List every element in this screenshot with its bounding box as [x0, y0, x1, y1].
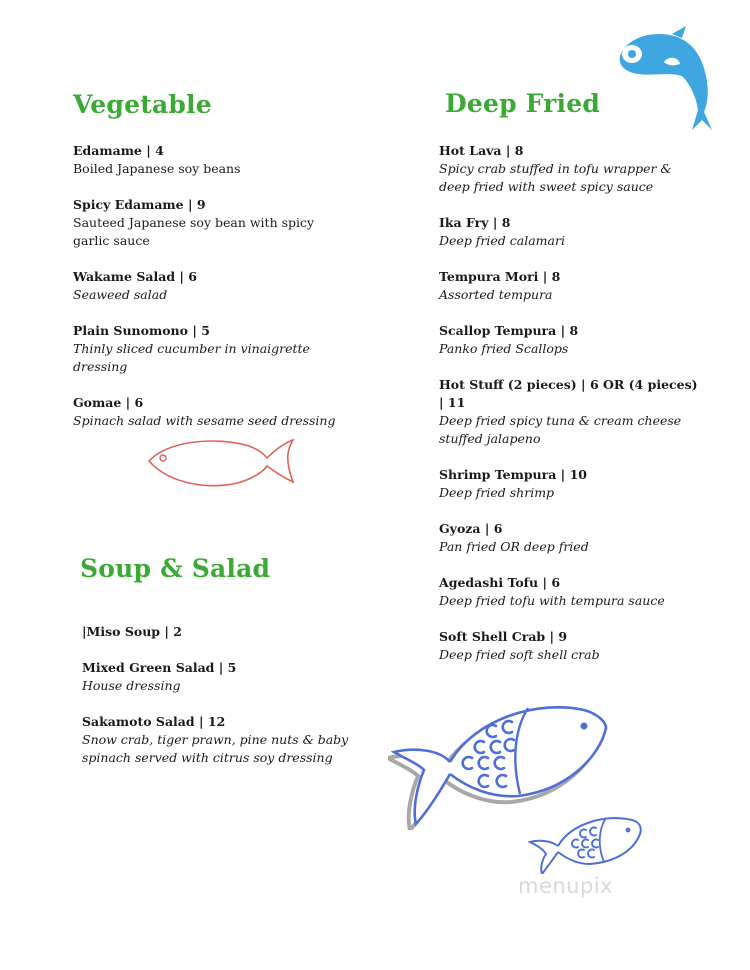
leaping-fish-icon [612, 26, 724, 136]
item-name: Sakamoto Salad | 12 [82, 714, 226, 729]
menu-item [82, 659, 362, 695]
soup-salad-list [82, 623, 362, 785]
small-scaled-fish-icon [528, 812, 646, 874]
item-description: Sauteed Japanese soy bean with spicy garlic sauce [73, 215, 315, 248]
item-description: Pan fried OR deep fried [439, 539, 589, 554]
watermark: menupix [518, 874, 614, 898]
item-description: Spinach salad with sesame seed dressing [73, 413, 336, 428]
item-name: Tempura Mori | 8 [439, 269, 561, 284]
item-description: Deep fried tofu with tempura sauce [439, 593, 665, 608]
item-description: House dressing [82, 678, 181, 693]
item-description: Assorted tempura [439, 287, 553, 302]
item-description: Deep fried shrimp [439, 485, 555, 500]
menu-item [439, 142, 701, 196]
vegetable-heading: Vegetable [73, 90, 212, 119]
vegetable-list [73, 142, 353, 448]
item-name: Mixed Green Salad | 5 [82, 660, 237, 675]
outline-fish-icon [145, 436, 297, 490]
soup-salad-heading: Soup & Salad [80, 554, 271, 583]
item-description: Panko fried Scallops [439, 341, 569, 356]
item-description: Spicy crab stuffed in tofu wrapper & deep fried with sweet spicy sauce [439, 161, 672, 194]
item-name: Gyoza | 6 [439, 521, 503, 536]
menu-item [439, 466, 701, 502]
item-name: Plain Sunomono | 5 [73, 323, 210, 338]
item-description: Thinly sliced cucumber in vinaigrette dressing [73, 341, 310, 374]
menu-item [73, 394, 353, 430]
item-name: Hot Lava | 8 [439, 143, 524, 158]
item-name: Ika Fry | 8 [439, 215, 511, 230]
menu-item [73, 268, 353, 304]
menu-item [73, 322, 353, 376]
menu-item [439, 574, 701, 610]
menu-item [439, 268, 701, 304]
item-name: Gomae | 6 [73, 395, 144, 410]
item-description: Deep fried soft shell crab [439, 647, 600, 662]
deep-fried-heading: Deep Fried [445, 89, 601, 118]
menu-item [73, 142, 353, 178]
item-name: Agedashi Tofu | 6 [439, 575, 561, 590]
menu-item [439, 322, 701, 358]
item-name: Hot Stuff (2 pieces) | 6 OR (4 pieces) | 11 [439, 377, 698, 410]
menu-item [82, 623, 362, 641]
scaled-fish-icon [388, 700, 613, 830]
menu-item [439, 376, 701, 448]
item-name: Shrimp Tempura | 10 [439, 467, 587, 482]
item-name: Wakame Salad | 6 [73, 269, 198, 284]
menu-item [82, 713, 362, 767]
item-description: Seaweed salad [73, 287, 168, 302]
item-description: Boiled Japanese soy beans [73, 161, 241, 176]
item-name: Scallop Tempura | 8 [439, 323, 579, 338]
item-name: |Miso Soup | 2 [82, 624, 182, 639]
menu-item [73, 196, 353, 250]
item-description: Deep fried spicy tuna & cream cheese stuffed jalapeno [439, 413, 682, 446]
item-description: Snow crab, tiger prawn, pine nuts & baby spinach served with citrus soy dressing [82, 732, 349, 765]
item-description: Deep fried calamari [439, 233, 565, 248]
item-name: Spicy Edamame | 9 [73, 197, 206, 212]
menu-item [439, 520, 701, 556]
menu-item [439, 214, 701, 250]
deep-fried-list [439, 142, 701, 682]
item-name: Edamame | 4 [73, 143, 164, 158]
item-name: Soft Shell Crab | 9 [439, 629, 568, 644]
menu-item [439, 628, 701, 664]
